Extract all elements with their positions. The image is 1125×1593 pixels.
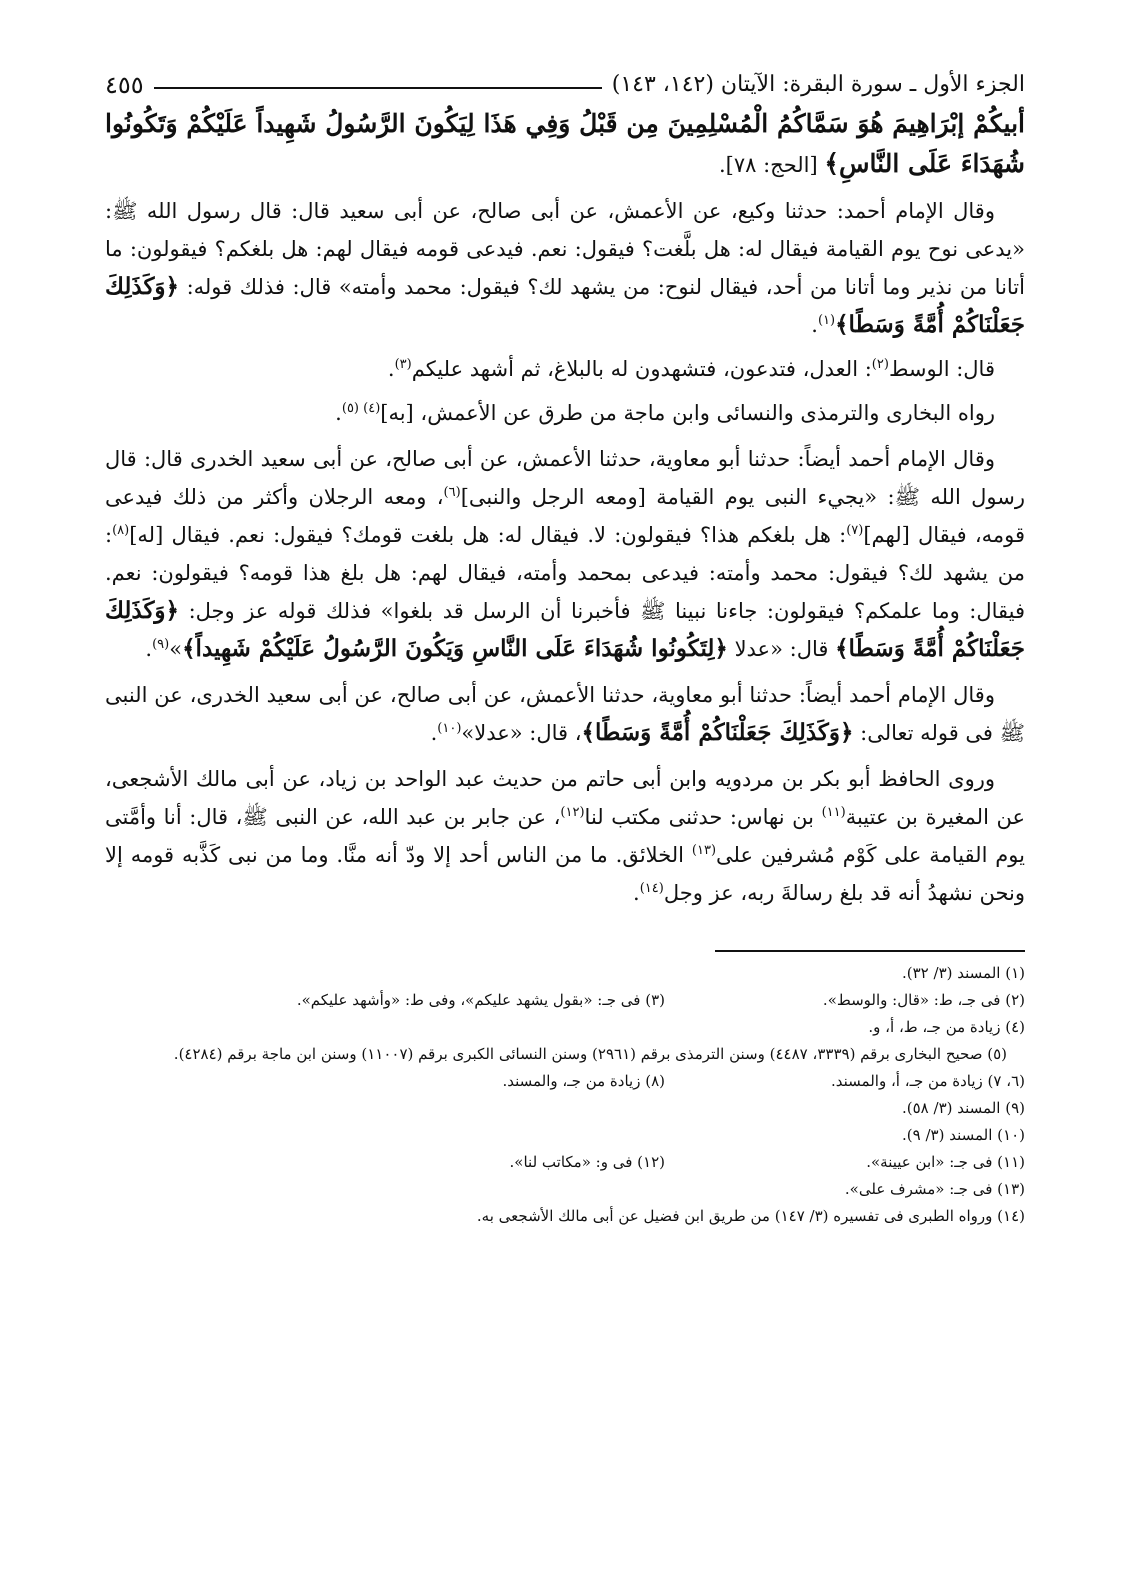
quran-verse: ﴿وَكَذَلِكَ جَعَلْنَاكُمْ أُمَّةً وَسَطًا﴾ <box>581 719 854 746</box>
footnote-marker: (١) <box>817 313 836 328</box>
footnote-14: (١٤) ورواه الطبرى فى تفسيره (٣/ ١٤٧) من طريق ابن فضيل عن أبى مالك الأشجعى به. <box>476 1207 1025 1225</box>
quran-verse: ﴿وَكَذَلِكَ جَعَلْنَاكُمْ أُمَّةً وَسَطًا﴾ <box>105 273 1025 338</box>
quran-verse: ﴿لِتَكُونُوا شُهَدَاءَ عَلَى النَّاسِ وَيَكُونَ الرَّسُولُ عَلَيْكُمْ شَهِيداً﴾ <box>182 635 728 662</box>
verse-text: أبيكُمْ إبْرَاهِيمَ هُوَ سَمَّاكُمُ الْمُسْلِمِينَ مِن قَبْلُ وَفِي هَذَا لِيَكُونَ الرَّسُولُ شَهِيداً عَلَيْكُمْ وَتَكُونُوا شُهَدَاءَ عَلَى النَّاسِ﴾ <box>105 109 1025 178</box>
footnote-divider <box>715 950 1025 952</box>
footnote-marker: (٦) <box>443 485 461 500</box>
paragraph-text: . <box>430 721 438 745</box>
footnote-10: (١٠) المسند (٣/ ٩). <box>902 1126 1025 1144</box>
paragraph-text: . <box>633 881 640 905</box>
paragraph-text: وقال الإمام أحمد أيضاً: حدثنا أبو معاوية، حدثنا الأعمش، عن أبى صالح، عن أبى سعيد الخدرى قال: قال رسول الله ﷺ: «يجيء النبى يوم القيامة [ومعه الرجل والنبى] <box>105 447 1026 509</box>
footnote-marker: (١١) <box>821 805 846 820</box>
paragraph-5 <box>105 676 1025 752</box>
footnote-8: (٨) زيادة من جـ، والمسند. <box>502 1072 665 1090</box>
paragraph-2 <box>105 350 1025 388</box>
paragraph-text: . <box>811 313 818 337</box>
paragraph-text: الخلائق. ما من الناس أحد إلا ودّ أنه منَّا. وما من نبى كَذَّبه قومه إلا ونحن نشهدُ أنه قد بلغ رسالةَ ربه، عز وجل <box>105 843 1025 905</box>
paragraph-6 <box>105 760 1025 912</box>
paragraph-text: قال: الوسط <box>888 357 995 381</box>
footnote-5: (٥) صحيح البخارى برقم (٣٣٣٩، ٤٤٨٧) وسنن الترمذى برقم (٢٩٦١) وسنن النسائى الكبرى برقم (١١٠٠٧) وسنن ابن ماجة برقم (٤٢٨٤). <box>173 1045 1007 1063</box>
paragraph-text: ، عن جابر بن عبد الله، عن النبى ﷺ، قال: أنا وأمَّتى يوم القيامة على كَوْم مُشرفين على <box>105 805 1025 867</box>
footnote-row <box>105 987 1025 1014</box>
paragraph-3 <box>105 394 1025 432</box>
paragraph-text: قال: «عدلا <box>734 637 829 661</box>
footnote-marker: (٤) (٥) <box>341 401 381 416</box>
page-number: ٤٥٥ <box>105 71 144 99</box>
footnote-3: (٣) فى جـ: «بقول يشهد عليكم»، وفى ط: «وأشهد عليكم». <box>296 991 665 1009</box>
header-rule <box>154 87 602 89</box>
footnote-13: (١٣) فى جـ: «مشرف على». <box>844 1180 1025 1198</box>
paragraph-text: ، ومعه الرجلان وأكثر من ذلك فيدعى قومه، فيقال [لهم] <box>105 485 1025 547</box>
footnote-marker: (٣) <box>394 357 412 372</box>
paragraph-text: . <box>387 357 395 381</box>
paragraph-1 <box>105 192 1025 344</box>
footnote-6-7: (٦، ٧) زيادة من جـ، أ، والمسند. <box>831 1072 1025 1090</box>
footnote-marker: (١٤) <box>639 881 664 896</box>
paragraph-text: وقال الإمام أحمد: حدثنا وكيع، عن الأعمش، عن أبى صالح، عن أبى سعيد قال: قال رسول الله ﷺ: «يدعى نوح يوم القيامة فيقال له: هل بلَّغت؟ فيقول: نعم. فيدعى قومه فيقال لهم: هل بلغكم؟ فيقولون: ما أتانا من نذير وما أتانا من أحد، فيقال لنوح: من يشهد لك؟ فيقول: محمد وأمته» قال: فذلك قوله: <box>105 199 1025 299</box>
paragraph-text: : العدل، فتدعون، فتشهدون له بالبلاغ، ثم أشهد عليكم <box>411 357 872 381</box>
footnote-marker: (٧) <box>846 523 864 538</box>
verse-reference: [الحج: ٧٨]. <box>718 153 818 177</box>
footnote-9: (٩) المسند (٣/ ٥٨). <box>902 1099 1025 1117</box>
quran-verse: ﴿وَكَذَلِكَ جَعَلْنَاكُمْ أُمَّةً وَسَطًا﴾ <box>105 597 1025 662</box>
footnote-row <box>105 1068 1025 1095</box>
paragraph-text: وقال الإمام أحمد أيضاً: حدثنا أبو معاوية، حدثنا الأعمش، عن أبى صالح، عن أبى سعيد الخدرى، عن النبى ﷺ فى قوله تعالى: <box>105 683 1025 745</box>
footnote-marker: (٨) <box>112 523 130 538</box>
paragraph-4 <box>105 440 1025 668</box>
paragraph-text: وروى الحافظ أبو بكر بن مردويه وابن أبى حاتم من حديث عبد الواحد بن زياد، عن أبى مالك الأشجعى، عن المغيرة بن عتيبة <box>105 767 1026 829</box>
paragraph-text: : من يشهد لك؟ فيقول: محمد وأمته: فيدعى بمحمد وأمته، فيقال لهم: هل بلغ هذا قومه؟ فيقولون: نعم. فيقال: وما علمكم؟ فيقولون: جاءنا نبينا ﷺ فأخبرنا أن الرسل قد بلغوا» فذلك قوله عز وجل: <box>105 523 1025 623</box>
footnote-4: (٤) زيادة من جـ، ط، أ، و. <box>868 1018 1025 1036</box>
footnote-row <box>105 1149 1025 1176</box>
paragraph-text: بن نهاس: حدثنى مكتب لنا <box>584 805 814 829</box>
footnote-12: (١٢) فى و: «مكاتب لنا». <box>509 1153 665 1171</box>
running-header <box>105 70 1025 100</box>
footnote-1: (١) المسند (٣/ ٣٢). <box>902 964 1025 982</box>
footnote-marker: (٢) <box>871 357 889 372</box>
footnote-marker: (١٣) <box>691 843 717 858</box>
paragraph-text: ، قال: «عدلا» <box>461 721 582 745</box>
footnote-2: (٢) فى جـ، ط: «قال: والوسط». <box>822 991 1025 1009</box>
opening-verse <box>105 104 1025 184</box>
footnote-marker: (٩) <box>152 637 170 652</box>
paragraph-text: . <box>335 401 342 425</box>
paragraph-text: : هل بلغكم هذا؟ فيقولون: لا. فيقال له: هل بلغت قومك؟ فيقول: نعم. فيقال [له] <box>129 523 847 547</box>
header-title: الجزء الأول ـ سورة البقرة: الآيتان (١٤٢، ١٤٣) <box>611 72 1025 97</box>
footnote-11: (١١) فى جـ: «ابن عيينة». <box>866 1153 1025 1171</box>
paragraph-text: » <box>169 637 183 661</box>
paragraph-text: رواه البخارى والترمذى والنسائى وابن ماجة من طرق عن الأعمش، [به] <box>380 401 995 425</box>
paragraph-text: . <box>145 637 153 661</box>
footnotes <box>105 960 1025 1230</box>
footnote-marker: (١٠) <box>437 721 462 736</box>
footnote-marker: (١٢) <box>560 805 585 820</box>
